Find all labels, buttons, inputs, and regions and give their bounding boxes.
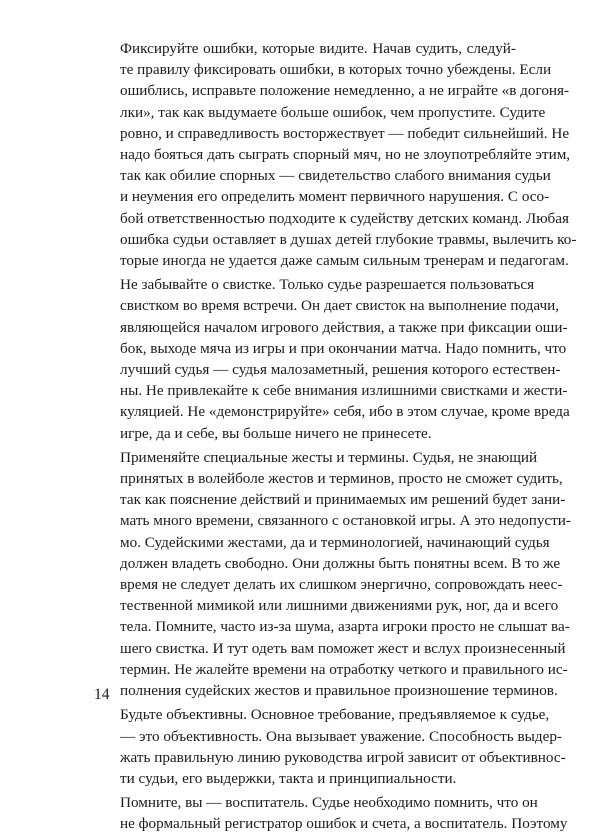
text-line: игре, да и себе, вы больше ничего не принесете.: [120, 424, 432, 442]
text-line: ошибка судьи оставляет в душах детей глубокие травмы, вылечить ко-: [120, 230, 577, 248]
text-line: Будьте объективны. Основное требование, предъявляемое к судье,: [120, 706, 550, 724]
paragraph: [94, 447, 571, 701]
text-line: бой ответственностью подходите к судейству детских команд. Любая: [120, 209, 570, 227]
text-line: Не забывайте о свистке. Только судье разрешается пользоваться: [120, 276, 535, 294]
text-line: принятых в волейболе жестов и терминов, просто не сможет судить,: [120, 470, 563, 488]
text-line: торые иногда не удается даже самым сильным тренерам и педагогам.: [120, 252, 569, 270]
paragraph: [94, 704, 566, 789]
paragraph: [94, 38, 577, 271]
text-line: жать правильную линию руководства игрой зависит от объективнос-: [120, 748, 566, 766]
text-line: ти судьи, его выдержки, такта и принципиальности.: [120, 769, 457, 787]
text-line: так как обилие спорных — свидетельство слабого внимания судьи: [120, 167, 551, 185]
text-line: время не следует делать их слишком энергично, сопровождать неес-: [120, 576, 563, 594]
text-line: лучший судья — судья малозаметный, решения которого естествен-: [120, 361, 561, 379]
paragraph: [94, 274, 570, 444]
text-line: и неумения его определить момент первичного нарушения. С осо-: [120, 188, 550, 206]
text-line: куляцией. Не «демонстрируйте» себя, ибо в этом случае, кроме вреда: [120, 403, 570, 421]
text-line: бок, выходе мяча из игры и при окончании матча. Надо помнить, что: [120, 339, 567, 357]
text-line: ны. Не привлекайте к себе внимания излишними свистками и жести-: [120, 382, 568, 400]
text-line: лки», так как выдумаете больше ошибок, чем пропустите. Судите: [120, 103, 546, 121]
text-line: ровно, и справедливость восторжествует — победит сильнейший. Не: [120, 124, 570, 142]
text-line: — это объективность. Она вызывает уважение. Способность выдер-: [120, 727, 562, 745]
page-number: 14: [94, 686, 110, 703]
text-line: Применяйте специальные жесты и термины. Судья, не знающий: [120, 448, 538, 466]
text-line: тела. Помните, часто из-за шума, азарта игроки просто не слышат ва-: [120, 618, 570, 636]
text-line: являющейся началом игрового действия, а также при фиксации оши-: [120, 318, 568, 336]
text-line: Помните, вы — воспитатель. Судье необходимо помнить, что он: [120, 794, 538, 812]
page-body: [94, 38, 577, 838]
text-line: мо. Судейскими жестами, да и терминологией, начинающий судья: [120, 533, 550, 551]
text-line: ошиблись, исправьте положение немедленно, а не играйте «в догоня-: [120, 82, 570, 100]
paragraph: [94, 792, 568, 834]
text-line: должен владеть свободно. Они должны быть понятны всем. В то же: [120, 554, 561, 572]
text-line: надо бояться дать сыграть спорный мяч, но не злоупотребляйте этим,: [120, 146, 571, 164]
text-line: полнения судейских жестов и правильное произношение терминов.: [120, 682, 558, 700]
text-line: термин. Не жалейте времени на отработку четкого и правильного ис-: [120, 660, 568, 678]
text-line: тественной мимикой или лишними движениями рук, ног, да и всего: [120, 597, 559, 615]
text-line: те правилу фиксировать ошибки, в которых точно убеждены. Если: [120, 61, 552, 79]
text-line: свистком во время встречи. Он дает свисток на выполнение подачи,: [120, 297, 560, 315]
text-line: Фиксируйте ошибки, которые видите. Начав судить, следуй-: [120, 40, 516, 57]
text-line: шего свистка. И тут одеть вам поможет жест и вслух произнесенный: [120, 639, 566, 657]
text-line: мать много времени, связанного с остановкой игры. А это недопусти-: [120, 512, 571, 530]
text-line: так как пояснение действий и принимаемых им решений будет зани-: [120, 491, 566, 509]
text-line: не формальный регистратор ошибок и счета, а воспитатель. Поэтому: [120, 815, 568, 833]
